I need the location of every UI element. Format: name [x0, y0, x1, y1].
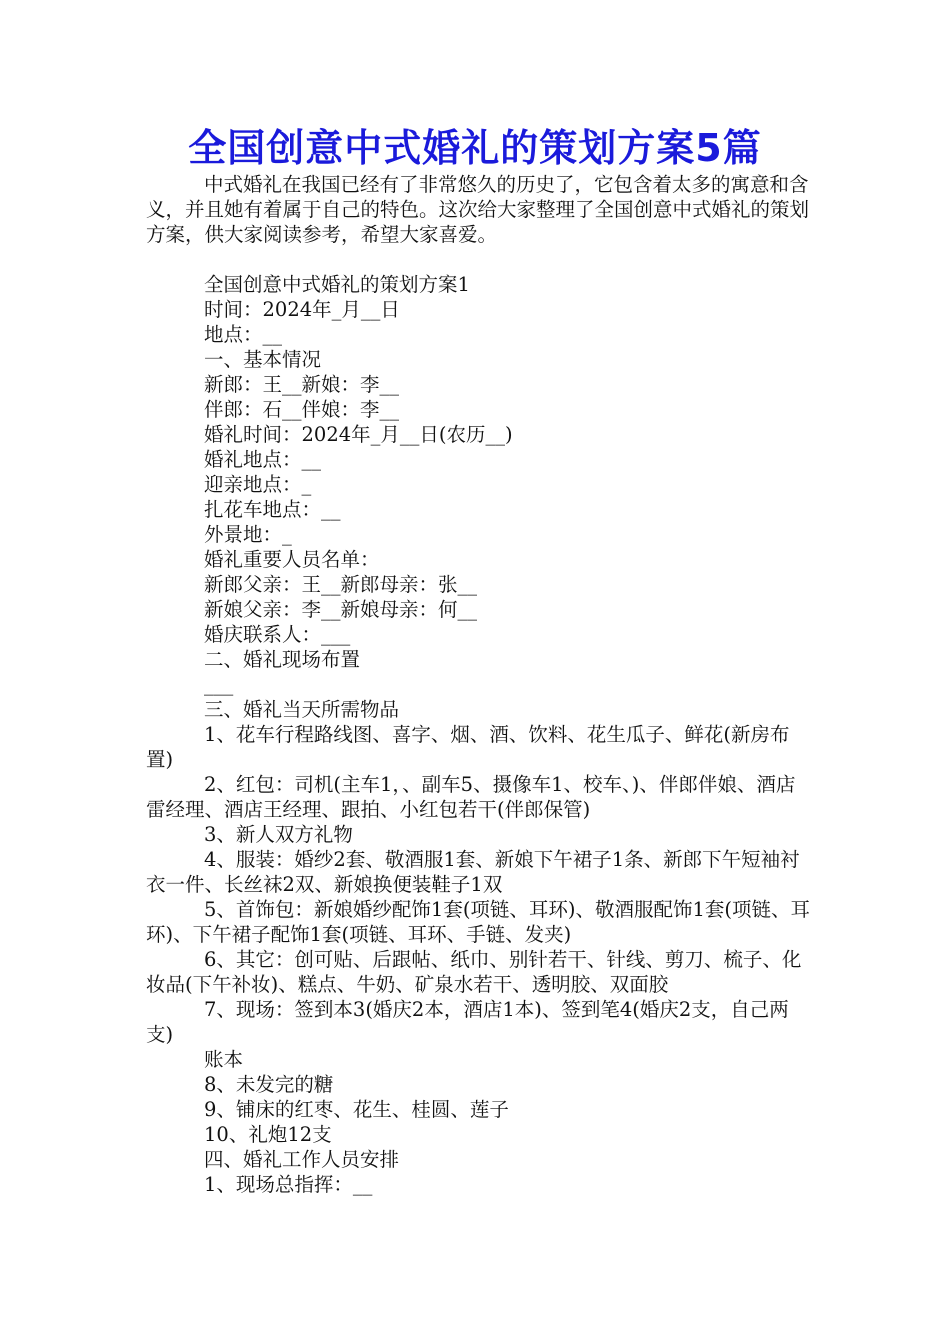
info-line-bride-parents: 新娘父亲：李__新娘母亲：何__: [204, 598, 478, 621]
list-item: 4、服装：婚纱2套、敬酒服1套、新娘下午裙子1条、新郎下午短袖衬衣一件、长丝袜2双、新娘换便装鞋子1双: [146, 848, 800, 896]
info-line-groom-parents: 新郎父亲：王__新郎母亲：张__: [204, 573, 478, 596]
list-item: 10、礼炮12支: [204, 1123, 332, 1146]
intro-paragraph: 中式婚礼在我国已经有了非常悠久的历史了，它包含着太多的寓意和含义，并且她有着属于自己的特色。这次给大家整理了全国创意中式婚礼的策划方案，供大家阅读参考，希望大家喜爱。: [146, 173, 810, 246]
info-line-wedding-place: 婚礼地点：__: [204, 448, 322, 471]
info-line-pickup-place: 迎亲地点：_: [204, 473, 312, 496]
list-item: 8、未发完的糖: [204, 1073, 334, 1096]
info-line-place: 地点：__: [204, 323, 283, 346]
list-item: 9、铺床的红枣、花生、桂圆、莲子: [204, 1098, 509, 1121]
info-line-contact: 婚庆联系人：___: [204, 623, 351, 646]
document-body: [146, 172, 812, 1197]
list-item: 7、现场：签到本3(婚庆2本，酒店1本)、签到笔4(婚庆2支，自己两支): [146, 998, 789, 1046]
section-heading-layout: 二、婚礼现场布置: [204, 648, 361, 671]
list-item: 6、其它：创可贴、后跟帖、纸巾、别针若干、针线、剪刀、梳子、化妆品(下午补妆)、糕点、牛奶、矿泉水若干、透明胶、双面胶: [146, 948, 802, 996]
list-item: 1、现场总指挥：__: [204, 1173, 373, 1196]
list-item: 3、新人双方礼物: [204, 823, 353, 846]
list-item: 1、花车行程路线图、喜字、烟、酒、饮料、花生瓜子、鲜花(新房布置): [146, 723, 790, 771]
info-line-attendants: 伴郎：石__伴娘：李__: [204, 398, 400, 421]
info-line-key-people: 婚礼重要人员名单：: [204, 548, 380, 571]
info-line-time: 时间：2024年_月__日: [204, 298, 400, 321]
section-heading: 全国创意中式婚礼的策划方案1: [204, 273, 470, 296]
info-line-car-decoration: 扎花车地点：__: [204, 498, 341, 521]
paragraph-gap: [146, 247, 812, 272]
info-line-wedding-time: 婚礼时间：2024年_月__日(农历__): [204, 423, 513, 446]
info-line-outdoor: 外景地：_: [204, 523, 292, 546]
blank-line: ___: [204, 673, 234, 696]
info-line-couple: 新郎：王__新娘：李__: [204, 373, 400, 396]
list-item: 账本: [204, 1048, 244, 1071]
section-heading-staff: 四、婚礼工作人员安排: [204, 1148, 400, 1171]
document-title: 全国创意中式婚礼的策划方案5篇: [188, 126, 762, 170]
section-heading-basic: 一、基本情况: [204, 348, 322, 371]
list-item: 2、红包：司机(主车1，、副车5、摄像车1、校车、)、伴郎伴娘、酒店雷经理、酒店王经理、跟拍、小红包若干(伴郎保管): [146, 773, 796, 821]
list-item: 5、首饰包：新娘婚纱配饰1套(项链、耳环)、敬酒服配饰1套(项链、耳环)、下午裙子配饰1套(项链、耳环、手链、发夹): [146, 898, 811, 946]
section-heading-items: 三、婚礼当天所需物品: [204, 698, 400, 721]
